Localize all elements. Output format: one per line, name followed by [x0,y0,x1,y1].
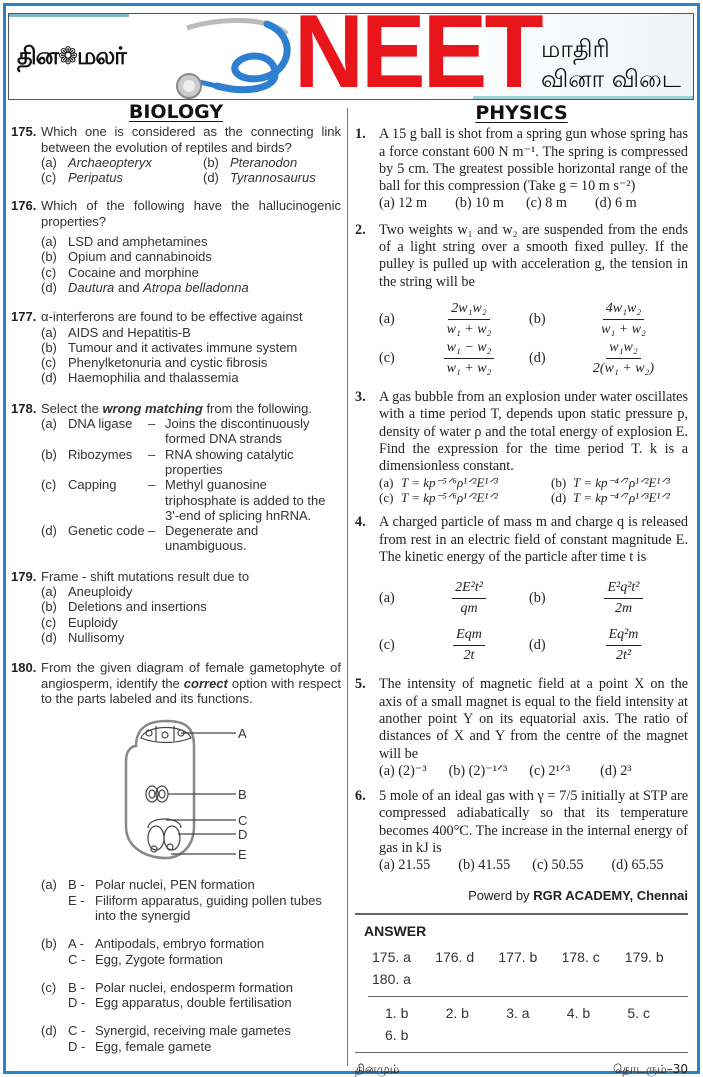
option-d[interactable] [41,370,341,385]
part-text: Antipodals, embryo formation [95,936,265,952]
option-label: (d) [203,170,219,186]
answer-item: 4. b [566,1005,591,1022]
diagram-label-d: D [238,827,248,843]
option-text: Haemophilia and thalassemia [68,370,239,386]
option-desc: Joins the discontinuously formed DNA strands [165,416,310,447]
option-text: Pteranodon [230,154,298,170]
option-label: (b) [41,339,57,355]
option-d[interactable] [41,280,341,295]
numerator: 2E²t² [452,580,486,599]
banner-subtitle-line1: மாதிரி [541,35,610,63]
option-a[interactable]: (a) 21.55 [379,857,431,874]
options-4 [379,580,688,664]
option-term: Ribozymes [68,446,133,462]
numerator: w₁ − w₂ [444,340,495,359]
option-text: LSD and amphetamines [68,234,208,250]
banner-accent-line [9,14,129,17]
question-text: Which of the following have the hallucinogenic properties? [41,198,341,229]
option-label: (b) [551,475,567,491]
option-text-italic: Dautura [68,279,115,295]
question-3 [355,389,688,475]
question-text: Which one is considered as the connecting link between the evolution of reptiles and birds? [41,124,341,155]
option-c[interactable]: T = kp⁻⁵ᐟ⁶ρ¹ᐟ²E¹ᐟ² [401,490,498,506]
option-c[interactable] [41,477,341,523]
option-text: and [114,279,144,295]
part-label: C - [68,1023,86,1039]
option-a[interactable] [41,325,341,340]
answer-item: 3. a [506,1005,530,1022]
option-text: Peripatus [68,170,123,186]
option-label: (c) [379,637,395,654]
column-divider [347,108,348,1066]
option-label: (c) [41,264,57,280]
denominator: w₁ + w₂ [446,360,492,376]
question-2 [355,222,688,291]
option-text: Tumour and it activates immune system [68,339,298,355]
option-text: Euploidy [68,614,118,630]
option-label: (b) [529,590,546,607]
option-a[interactable] [41,155,203,170]
option-label: (a) [41,234,57,250]
denominator: 2m [614,601,633,617]
option-label: (c) [379,349,395,366]
option-d[interactable] [559,627,688,664]
option-text: Opium and cannabinoids [68,249,212,265]
question-text: From the given diagram of female gametophyte of angiosperm, identify the [41,660,345,691]
options-177 [41,325,341,386]
question-number: 179. [11,568,37,584]
denominator: w₁ + w₂ [601,321,646,337]
numerator: Eq²m [606,627,642,646]
option-label: (d) [551,490,567,506]
option-b[interactable]: (b) 41.55 [458,857,511,874]
part-label: B - [68,979,85,995]
option-label: (d) [41,370,57,386]
option-a[interactable] [41,584,341,599]
option-label: (a) [41,416,57,432]
option-label: (c) [41,477,57,493]
question-text: 5 mole of an ideal gas with γ = 7/5 initially at STP are compressed adiabatically so that its temperature becomes 400°C. The increase in the internal energy of gas in kJ is [379,788,688,857]
answer-item: 6. b [385,1027,409,1044]
option-d[interactable]: T = kp⁻⁴ᐟ⁷ρ¹ᐟ³E¹ᐟ² [573,490,670,506]
diagram-label-b: B [238,787,247,803]
option-d[interactable] [41,523,341,554]
option-b[interactable]: T = kp⁻⁴ᐟ⁷ρ¹ᐟ²E¹ᐟ³ [573,475,670,491]
question-4 [355,514,688,566]
question-180 [11,660,345,706]
question-text: A charged particle of mass m and charge q is released from rest in an electric field of constant magnitude E. The kinetic energy of the particle after time t is [379,514,688,566]
option-d[interactable]: (d) 65.55 [611,857,664,874]
question-1 [355,126,688,195]
option-b[interactable] [41,936,341,967]
option-text: Deletions and insertions [68,599,207,615]
option-desc: RNA showing catalytic properties [165,446,294,477]
option-text: Aneuploidy [68,584,133,600]
question-emphasis: correct [183,675,228,691]
option-b[interactable] [41,340,341,355]
option-a[interactable] [409,301,529,338]
stethoscope-icon [147,16,297,100]
option-desc: Degenerate and unambiguous. [165,523,259,554]
question-number: 6. [355,788,366,805]
numerator: 4w₁w₂ [603,301,644,320]
option-label: (b) [529,310,546,327]
option-label: (b) [203,154,219,170]
option-a[interactable] [41,416,341,447]
denominator: 2(w₁ + w₂) [592,360,655,376]
denominator: w₁ + w₂ [446,321,492,337]
option-text: Tyrannosaurus [230,170,316,186]
question-number: 180. [11,660,37,676]
option-d[interactable] [203,170,341,185]
option-label: (a) [41,877,57,893]
option-text: Nullisomy [68,629,125,645]
part-text: Egg, Zygote formation [95,951,223,967]
diagram-label-a: A [238,726,247,742]
option-b[interactable] [559,580,688,617]
answer-item: 178. c [561,949,600,966]
question-number: 176. [11,198,37,214]
numerator: 2w₁w₂ [448,301,489,320]
answer-item: 180. a [372,971,411,988]
option-b[interactable]: (b) (2)⁻¹ᐟ³ [448,762,508,779]
option-label: (c) [41,614,57,630]
question-number: 2. [355,221,366,238]
option-c[interactable] [409,627,529,664]
option-dash: – [148,416,156,432]
option-dash: – [148,523,156,539]
divider [368,996,688,997]
option-term: Genetic code [68,523,145,539]
option-label: (c) [41,170,57,186]
option-label: (d) [41,629,57,645]
option-c[interactable] [41,355,341,370]
question-178 [11,401,341,416]
option-text: Phenylketonuria and cystic fibrosis [68,355,268,371]
numerator: w₁w₂ [606,340,640,359]
option-label: (a) [41,584,57,600]
denominator: 2t [463,648,475,664]
numerator: Eqm [453,627,485,646]
question-179 [11,569,341,584]
diagram-label-e: E [238,847,247,863]
footer-continued: தொடரும்–30 [612,1062,688,1077]
option-label: (a) [379,590,395,607]
option-b[interactable]: (b) 10 m [455,195,504,212]
question-6 [355,788,688,857]
option-d[interactable] [41,630,341,645]
option-c[interactable] [41,265,341,280]
question-number: 4. [355,514,366,531]
footer-left: தினமும் [355,1062,400,1077]
options-179 [41,584,341,645]
option-d[interactable] [41,1023,341,1054]
divider [355,1052,688,1053]
option-c[interactable] [41,615,341,630]
answer-item: 2. b [445,1005,469,1022]
option-c[interactable]: (c) 8 m [525,195,567,212]
denominator: 2t² [615,648,632,664]
options-3 [379,475,688,505]
options-6 [379,857,688,874]
question-number: 1. [355,126,366,143]
option-label: (d) [41,1023,57,1039]
options-176 [41,234,341,295]
question-176 [11,198,341,229]
answer-item: 5. c [627,1005,650,1022]
neet-title: NEET [294,13,541,100]
physics-title: PHYSICS [475,102,568,124]
diagram-label-c: C [238,813,248,829]
option-b[interactable] [41,249,341,264]
option-a[interactable]: (a) (2)⁻³ [379,762,427,779]
option-term: DNA ligase [68,416,133,432]
female-gametophyte-diagram [106,716,276,866]
powered-by [355,887,688,904]
answer-item: 175. a [372,949,411,966]
option-label: (d) [529,637,546,654]
question-text: α-interferons are found to be effective against [41,309,303,325]
option-text: Archaeopteryx [68,154,152,170]
option-desc: Methyl guanosine triphosphate is added to the 3'-end of splicing hnRNA. [165,477,326,523]
option-d[interactable] [559,340,688,377]
part-label: C - [68,951,86,967]
option-label: (b) [41,446,57,462]
option-label: (c) [379,490,394,506]
option-c[interactable] [41,980,341,1011]
part-label: D - [68,995,86,1011]
option-a[interactable] [41,877,341,923]
question-text: A gas bubble from an explosion under water oscillates with a time period T, depends upon static pressure p, density of water ρ and the total energy of explosion E. Find the expression for the time period T. k is a dimensionless constant. [379,388,688,475]
option-label: (d) [41,523,57,539]
answer-title: ANSWER [364,922,427,939]
part-label: B - [68,877,85,893]
option-label: (d) [529,349,546,366]
part-text: Synergid, receiving male gametes [95,1023,291,1039]
option-label: (b) [41,599,57,615]
question-text: Two weights w₁ and w₂ are suspended from the ends of a light string over a smooth fixed pulley. If the pulley is pulled up with acceleration g, the tension in the string will be [379,221,688,290]
option-a[interactable] [41,234,341,249]
option-label: (a) [379,310,395,327]
part-text: Filiform apparatus, guiding pollen tubes into the synergid [95,892,322,923]
biology-column [11,101,345,1054]
question-175 [11,124,341,155]
question-text: Frame - shift mutations result due to [41,568,250,584]
banner-subtitle [541,34,681,94]
option-label: (b) [41,249,57,265]
options-175 [41,155,341,186]
option-text: Cocaine and morphine [68,264,199,280]
part-label: D - [68,1038,86,1054]
question-emphasis: wrong matching [102,400,203,416]
question-number: 177. [11,309,37,325]
options-1 [379,195,688,212]
options-178 [41,416,341,554]
question-text: option with respect to the parts labeled and its functions. [41,675,345,706]
biology-answers [355,946,688,990]
option-c[interactable] [41,170,203,185]
question-number: 3. [355,388,366,405]
banner-subtitle-line2: வினா விடை [541,65,681,93]
question-number: 178. [11,400,37,416]
option-term: Capping [68,477,117,493]
answer-item: 179. b [624,949,664,966]
numerator: E²q²t² [604,580,642,599]
divider [355,913,688,915]
question-number: 5. [355,676,366,693]
part-label: A - [68,936,84,952]
option-label: (a) [41,154,57,170]
option-c[interactable]: (c) 50.55 [532,857,584,874]
option-c[interactable]: (c) 2¹ᐟ³ [529,762,571,779]
option-b[interactable] [41,447,341,478]
physics-answers [355,1002,688,1046]
part-text: Polar nuclei, PEN formation [95,877,255,893]
question-number: 175. [11,124,37,140]
option-b[interactable] [559,301,688,338]
option-dash: – [148,477,156,493]
answer-item: 1. b [385,1005,409,1022]
question-177 [11,309,341,324]
question-text: A 15 g ball is shot from a spring gun whose spring has a force constant 600 N m⁻¹. The spring is compressed by 5 cm. The greatest possible horizontal range of the ball for this compression (Take g = 10 m s⁻²) [379,126,688,195]
options-2 [379,301,688,377]
powered-by-org: RGR ACADEMY, Chennai [533,887,688,903]
part-text: Egg apparatus, double fertilisation [95,995,292,1011]
option-b[interactable] [203,155,341,170]
question-5 [355,676,688,762]
powered-by-label: Powerd by [468,887,534,903]
part-text: Polar nuclei, endosperm formation [95,979,293,995]
answer-item: 177. b [498,949,538,966]
option-a[interactable]: (a) 12 m [379,195,428,212]
options-5 [379,763,688,780]
question-text: The intensity of magnetic field at a point X on the axis of a small magnet is equal to the field intensity at another point Y on its equatorial axis. The ratio of distances of X and Y from the centre of the magnet will be [379,676,688,762]
option-b[interactable] [41,599,341,614]
option-a[interactable] [409,580,529,617]
physics-column [355,103,688,1077]
option-label: (a) [379,475,394,491]
option-label: (b) [41,936,57,952]
option-label: (a) [41,324,57,340]
header-banner [8,13,694,100]
option-d[interactable]: (d) 6 m [594,195,637,212]
option-d[interactable]: (d) 2³ [600,762,632,779]
question-text: Select the [41,400,103,416]
dinamalar-logo: தின❁மலர் [17,42,126,70]
option-text-italic: Atropa belladonna [143,279,249,295]
part-text: Egg, female gamete [95,1038,212,1054]
answer-box [355,923,688,1077]
biology-title: BIOLOGY [128,101,224,123]
option-label: (c) [41,355,57,371]
option-label: (d) [41,279,57,295]
option-a[interactable]: T = kp⁻⁵ᐟ⁶ρ¹ᐟ²E¹ᐟ³ [401,475,498,491]
answer-item: 176. d [435,949,475,966]
option-label: (c) [41,979,57,995]
part-label: E - [68,892,85,908]
footer [355,1061,688,1077]
denominator: qm [460,601,478,617]
option-text: AIDS and Hepatitis-B [68,324,191,340]
option-c[interactable] [409,340,529,377]
option-dash: – [148,446,156,462]
question-text: from the following. [202,400,312,416]
